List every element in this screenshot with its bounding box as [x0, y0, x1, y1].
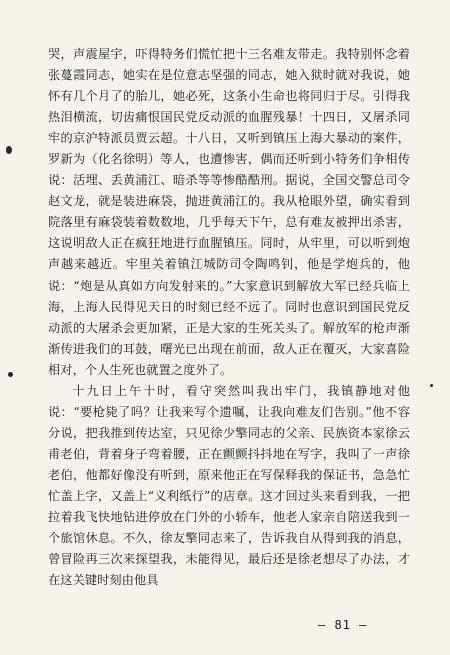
- paragraph-1: 哭，声震屋宇，吓得特务们慌忙把十三名难友带走。我特别怀念着张蔓霞同志，她实在是位意志坚强的同志，她入狱时就对我说，她怀有几个月了的胎儿，她必死，这条小生命也将同归于尽。引得我热泪横流，切齿痛恨国民党反动派的血腥残暴！十四日，又屠杀同牢的京沪特派员贾云超。十八日，又听到镇压上海大暴动的案件，罗新为（化名徐明）等人，也遭惨害，偶而还听到小特务们争相传说：活埋、丢黄浦江、暗杀等等惨酷酷刑。据说，全国交警总司令赵文龙，就是装进麻袋，抛进黄浦江的。我从枪眼外望，确实看到院落里有麻袋装着数数地，几乎每天下午，总有难友被押出杀害，这说明敌人正在疯狂地进行血腥镇压。同时，从牢里，可以听到炮声越来越近。牢里关着镇江城防司令陶鸣钊，他是学炮兵的，他说：“炮是从真如方向发射来的。”大家意识到解放大军已经兵临上海，上海人民得见天日的时刻已经不远了。同时也意识到国民党反动派的大屠杀会更加紧，正是大家的生死关头了。解放军的枪声渐渐传进我们的耳鼓，曙光已出现在前面，敌人正在覆灭，大家喜险相对，个人生死也就置之度外了。: [48, 47, 410, 377]
- paragraph-2: 十九日上午十时，看守突然叫我出牢门，我镇静地对他说：“要枪毙了吗？让我来写个遗嘱，让我向难友们告别。”他不容分说，把我推到传达室，只见徐少擎同志的父亲、民族资本家徐云甫老伯，背着身子弯着腰，正在颤颤抖抖地在写字，我叫了一声徐老伯，他都好像没有听到，原来他正在写保释我的保证书，急急忙忙盖上字，又盖上“义利纸行”的店章。这才回过头来看到我，一把拉着我飞快地钻进停放在门外的小轿车，他老人家亲自陪送我到一个旅馆休息。不久，徐友擎同志来了，告诉我自从得到我的消息，曾冒险再三次来探望我，未能得见，最后还是徐老想尽了办法，才在这关键时刻由他具: [48, 383, 410, 588]
- body-text: [48, 44, 410, 591]
- page-number: — 81 —: [318, 618, 368, 632]
- scan-speck: [430, 384, 433, 387]
- scan-speck: [8, 372, 13, 377]
- scan-speck: [6, 146, 12, 154]
